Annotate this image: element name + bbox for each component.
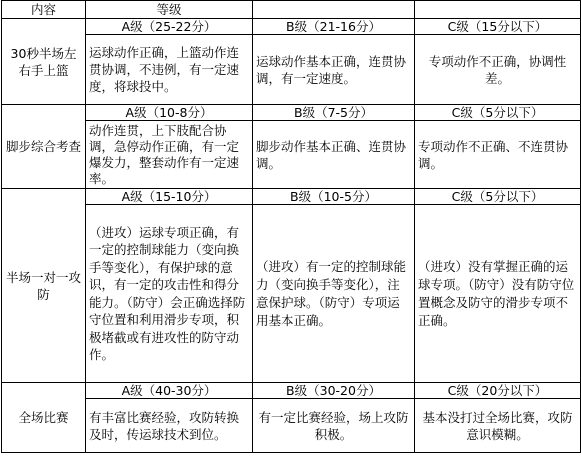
test-item-name: 30秒半场左右手上篮 bbox=[2, 19, 86, 105]
grade-label-row bbox=[2, 19, 581, 35]
grade-b-label: B级（21-16分） bbox=[253, 19, 415, 35]
grade-a-criteria: 运球动作正确，上篮动作连贯协调，不违例，有一定速度，将球投中。 bbox=[86, 35, 253, 105]
criteria-row bbox=[2, 205, 581, 383]
grade-a-criteria: （进攻）运球专项正确，有一定的控制球能力（变向换手等变化），有保护球的意识，有一定的攻击性和得分能力。（防守）会正确选择防守位置和利用滑步专项，积极堵截或有进攻性的防守动作。 bbox=[86, 205, 253, 383]
grade-b-criteria: （进攻）有一定的控制球能力（变向换手等变化），注意保护球。（防守）专项运用基本正确。 bbox=[253, 205, 415, 383]
grade-a-label: A级（25-22分） bbox=[86, 19, 253, 35]
grade-b-criteria: 有一定比赛经验，场上攻防积极。 bbox=[253, 399, 415, 453]
grade-b-label: B级（7-5分） bbox=[253, 105, 415, 121]
grade-b-label: B级（30-20分） bbox=[253, 383, 415, 399]
grade-b-criteria: 脚步动作基本正确、连贯协调。 bbox=[253, 121, 415, 189]
test-item-name: 全场比赛 bbox=[2, 383, 86, 453]
header-row bbox=[2, 1, 581, 19]
content-header: 内容 bbox=[2, 1, 86, 19]
header-blank-cell bbox=[253, 1, 415, 19]
grade-label-row bbox=[2, 105, 581, 121]
criteria-row bbox=[2, 399, 581, 453]
grade-a-criteria: 动作连贯，上下肢配合协调，急停动作正确，有一定爆发力，整套动作有一定速率。 bbox=[86, 121, 253, 189]
grade-c-criteria: （进攻）没有掌握正确的运球专项。（防守）没有防守位置概念及防守的滑步专项不正确。 bbox=[415, 205, 581, 383]
grade-c-label: C级（5分以下） bbox=[415, 105, 581, 121]
grade-a-criteria: 有丰富比赛经验，攻防转换及时，传运球技术到位。 bbox=[86, 399, 253, 453]
grade-c-criteria: 专项动作不正确，协调性差。 bbox=[415, 35, 581, 105]
test-item-name: 脚步综合考查 bbox=[2, 105, 86, 189]
grade-label-row bbox=[2, 383, 581, 399]
grade-c-label: C级（15分以下） bbox=[415, 19, 581, 35]
grade-c-criteria: 专项动作不正确、不连贯协调。 bbox=[415, 121, 581, 189]
test-item-name: 半场一对一攻防 bbox=[2, 189, 86, 383]
grade-label-row bbox=[2, 189, 581, 205]
grade-c-criteria: 基本没打过全场比赛，攻防意识模糊。 bbox=[415, 399, 581, 453]
header-blank-cell bbox=[415, 1, 581, 19]
grade-c-label: C级（5分以下） bbox=[415, 189, 581, 205]
grade-c-label: C级（20分以下） bbox=[415, 383, 581, 399]
grading-rubric-table bbox=[1, 0, 581, 453]
grade-header: 等级 bbox=[86, 1, 253, 19]
criteria-row bbox=[2, 121, 581, 189]
grade-a-label: A级（40-30分） bbox=[86, 383, 253, 399]
grade-b-criteria: 运球动作基本正确，连贯协调，有一定速度。 bbox=[253, 35, 415, 105]
grade-b-label: B级（10-5分） bbox=[253, 189, 415, 205]
criteria-row bbox=[2, 35, 581, 105]
grade-a-label: A级（15-10分） bbox=[86, 189, 253, 205]
grade-a-label: A级（10-8分） bbox=[86, 105, 253, 121]
